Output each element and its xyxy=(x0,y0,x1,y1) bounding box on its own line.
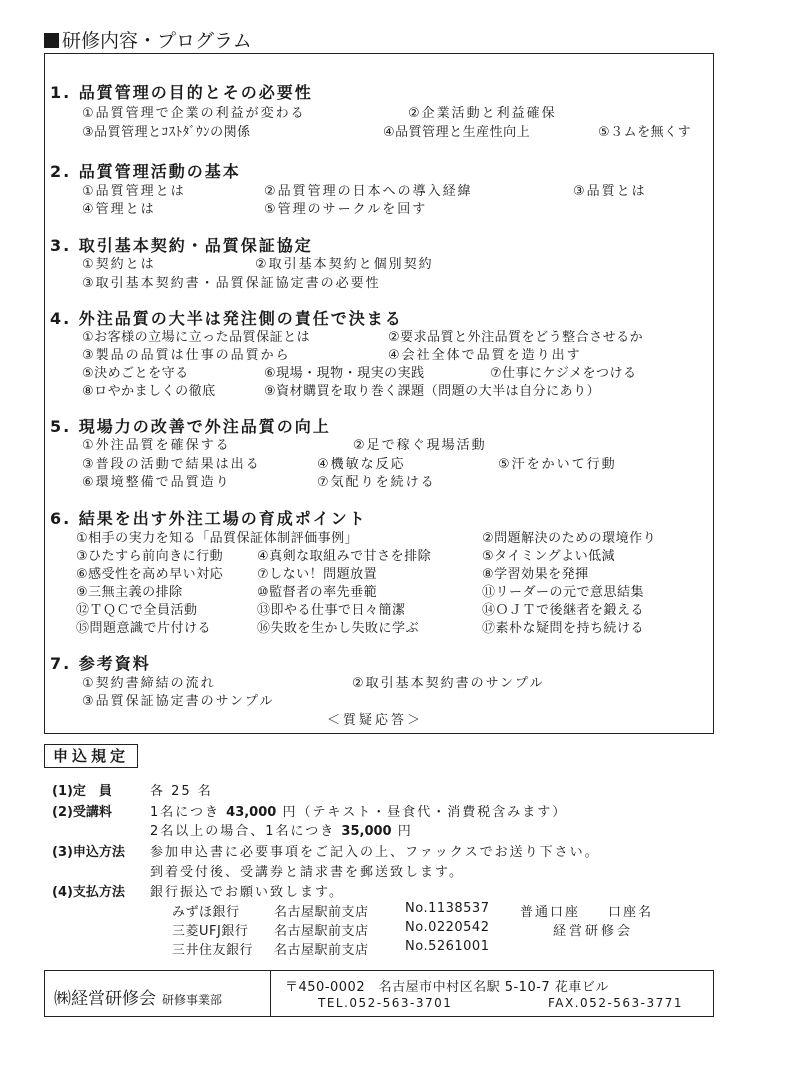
bank-account: No.0220542 xyxy=(405,920,490,935)
footer-divider xyxy=(270,970,271,1017)
program-item: ⑯失敗を生かし失敗に学ぶ xyxy=(257,621,420,636)
rule-value: 到着受付後、受講券と請求書を郵送致します。 xyxy=(150,865,464,880)
program-item: ⑤決めごとを守る xyxy=(82,366,189,381)
company-address: 〒450-0002 名古屋市中村区名駅 5-10-7 花車ビル xyxy=(285,980,609,995)
program-item: ⑤汗をかいて行動 xyxy=(498,457,617,472)
program-item: ①品質管理とは xyxy=(82,184,186,199)
program-item: ⑭ＯＪＴで後継者を鍛える xyxy=(482,603,645,618)
program-item: ③製品の品質は仕事の品質から xyxy=(82,348,291,363)
section-title: 3. 取引基本契約・品質保証協定 xyxy=(50,236,313,255)
program-item: ③品質保証協定書のサンプル xyxy=(82,694,275,709)
program-item: ②取引基本契約書のサンプル xyxy=(352,676,545,691)
program-item: ③ひたすら前向きに行動 xyxy=(76,549,224,564)
bank-name: 三菱UFJ銀行 xyxy=(172,924,249,939)
program-item: ④品質管理と生産性向上 xyxy=(383,125,531,140)
company-block xyxy=(54,984,222,1009)
program-item: ③品質とは xyxy=(573,184,647,199)
program-item: ⑧ロやかましくの徹底 xyxy=(82,384,216,399)
program-item: ⑮問題意識で片付ける xyxy=(76,621,212,636)
program-item: ⑬即やる仕事で日々簡潔 xyxy=(257,603,406,618)
program-item: ③普段の活動で結果は出る xyxy=(82,457,261,472)
section-title: 1. 品質管理の目的とその必要性 xyxy=(50,83,313,102)
fee-amount: 43,000 xyxy=(226,805,277,820)
section-title: 6. 結果を出す外注工場の育成ポイント xyxy=(50,509,367,528)
program-item: ⑤３ムを無くす xyxy=(598,125,692,140)
program-item: ④真剣な取組みで甘さを排除 xyxy=(257,549,432,564)
program-item: ①お客様の立場に立った品質保証とは xyxy=(82,330,311,345)
program-item: ⑫ＴＱＣで全員活動 xyxy=(76,603,198,618)
square-bullet-icon xyxy=(44,33,59,48)
section-title: 7. 参考資料 xyxy=(50,654,151,673)
program-item: ②要求品質と外注品質をどう整合させるか xyxy=(388,330,644,345)
rule-value: 銀行振込でお願い致します。 xyxy=(150,885,344,900)
rule-value: 各 25 名 xyxy=(150,784,213,799)
account-name-label: 口座名 xyxy=(608,905,654,920)
bank-branch: 名古屋駅前支店 xyxy=(274,943,369,958)
application-heading: 申込規定 xyxy=(44,744,138,768)
program-item: ⑤管理のサークルを回す xyxy=(264,202,428,217)
program-item: ⑥感受性を高め早い対応 xyxy=(76,567,224,582)
program-item: ②足で稼ぐ現場活動 xyxy=(353,438,487,453)
program-item: ⑰素朴な疑問を持ち続ける xyxy=(482,621,645,636)
department: 研修事業部 xyxy=(162,993,223,1007)
program-item: ①相手の実力を知る「品質保証体制評価事例」 xyxy=(76,531,359,546)
program-item: ⑤タイミングよい低減 xyxy=(482,549,616,564)
program-item: ①品質管理で企業の利益が変わる xyxy=(82,106,306,121)
program-item: ②取引基本契約と個別契約 xyxy=(255,257,434,272)
program-item: ⑧学習効果を発揮 xyxy=(482,567,589,582)
program-item: ⑩監督者の率先垂範 xyxy=(257,585,378,600)
bank-branch: 名古屋駅前支店 xyxy=(274,924,369,939)
rule-value: 参加申込書に必要事項をご記入の上、ファックスでお送り下さい。 xyxy=(150,845,600,860)
rule-label: (2)受講料 xyxy=(52,805,112,820)
program-item: ①契約書締結の流れ xyxy=(82,676,216,691)
program-item: ⑦仕事にケジメをつける xyxy=(490,366,637,381)
bank-name: みずほ銀行 xyxy=(172,905,240,920)
program-item: ⑥環境整備で品質造り xyxy=(82,475,231,490)
qa-label: ＜質疑応答＞ xyxy=(327,713,424,728)
rule-value: 1名につき 43,000 円（テキスト・昼食代・消費税含みます） xyxy=(150,805,568,820)
program-item: ②品質管理の日本への導入経緯 xyxy=(264,184,473,199)
bank-account: No.1138537 xyxy=(405,901,490,916)
fee-amount: 35,000 xyxy=(341,824,392,839)
program-item: ⑨三無主義の排除 xyxy=(76,585,183,600)
program-item: ⑦気配りを続ける xyxy=(317,475,436,490)
bank-name: 三井住友銀行 xyxy=(172,943,254,958)
program-item: ①外注品質を確保する xyxy=(82,438,231,453)
company-name: ㈱経営研修会 xyxy=(54,989,156,1009)
account-name: 経営研修会 xyxy=(553,924,634,939)
section-title: 4. 外注品質の大半は発注側の責任で決まる xyxy=(50,309,403,328)
bank-branch: 名古屋駅前支店 xyxy=(274,905,369,920)
program-item: ⑥現場・現物・現実の実践 xyxy=(264,366,425,381)
program-item: ③取引基本契約書・品質保証協定書の必要性 xyxy=(82,276,381,291)
page-title: 研修内容・プログラム xyxy=(44,26,252,53)
rule-label: (3)申込方法 xyxy=(52,845,125,860)
company-fax: FAX.052-563-3771 xyxy=(548,996,684,1010)
program-item: ⑪リーダーの元で意思結集 xyxy=(482,585,645,600)
rule-label: (4)支払方法 xyxy=(52,885,125,900)
section-title: 2. 品質管理活動の基本 xyxy=(50,162,241,181)
program-item: ②企業活動と利益確保 xyxy=(408,106,557,121)
company-tel: TEL.052-563-3701 xyxy=(318,996,453,1010)
program-item: ③品質管理とｺｽﾄﾀﾞｳﾝの関係 xyxy=(82,125,251,140)
program-item: ②問題解決のための環境作り xyxy=(482,531,657,546)
program-item: ④会社全体で品質を造り出す xyxy=(388,348,582,363)
program-item: ⑦しない！問題放置 xyxy=(257,567,378,582)
program-item: ④管理とは xyxy=(82,202,156,217)
program-item: ④機敏な反応 xyxy=(317,457,406,472)
section-title: 5. 現場力の改善で外注品質の向上 xyxy=(50,417,331,436)
bank-account: No.5261001 xyxy=(405,939,490,954)
program-item: ⑨資材購買を取り巻く課題（問題の大半は自分にあり） xyxy=(264,384,601,399)
account-type: 普通口座 xyxy=(520,905,581,920)
program-item: ①契約とは xyxy=(82,257,156,272)
rule-value: 2名以上の場合、1名につき 35,000 円 xyxy=(150,824,413,839)
rule-label: (1)定 員 xyxy=(52,784,112,799)
